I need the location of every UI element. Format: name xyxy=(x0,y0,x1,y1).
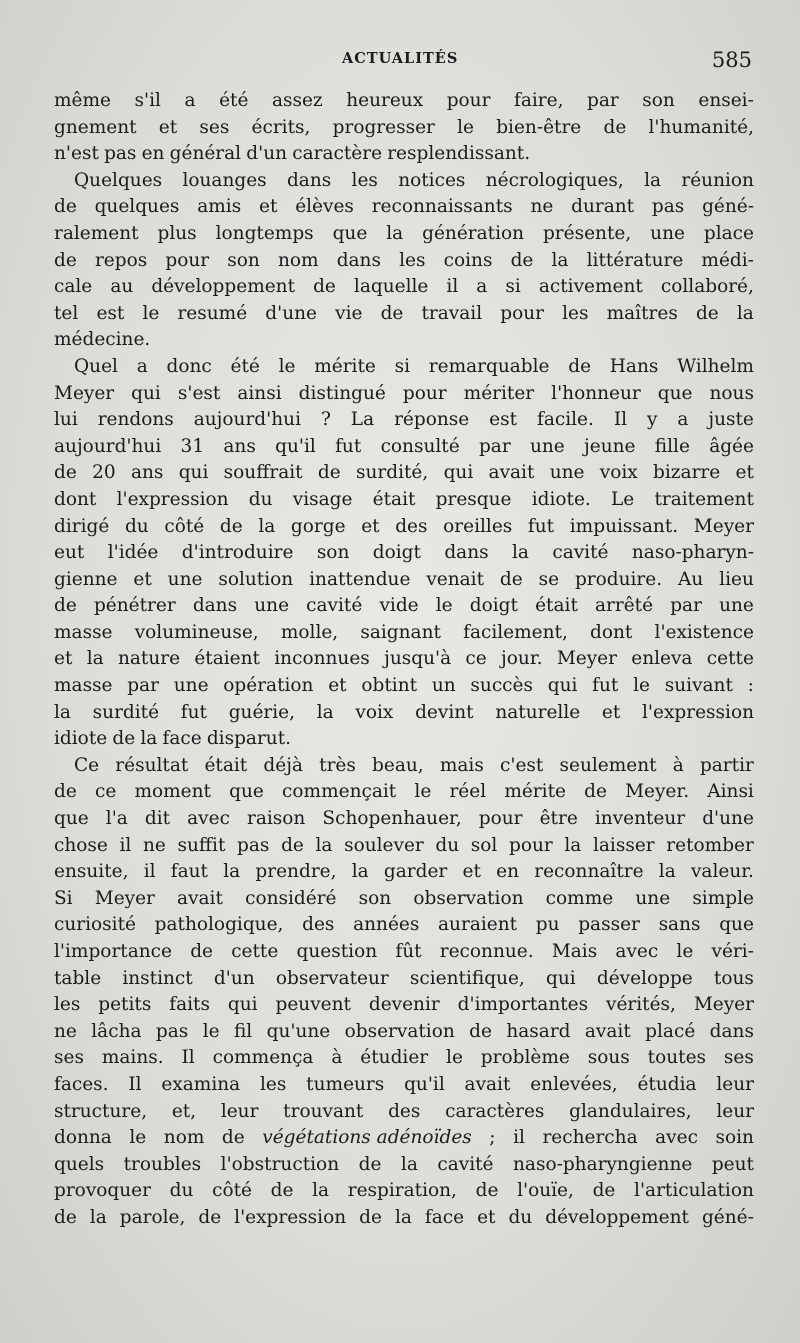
text-line: masse volumineuse, molle, saignant facilement, dont l'existence xyxy=(54,621,754,643)
text-line: table instinct d'un observateur scientifique, qui développe tous xyxy=(54,967,754,989)
text-line: l'importance de cette question fût reconnue. Mais avec le véri- xyxy=(54,941,754,962)
text-line: aujourd'hui 31 ans qu'il fut consulté par une jeune fille âgée xyxy=(54,435,754,457)
text-line: ralement plus longtemps que la génération présente, une place xyxy=(54,222,754,244)
text-line: donna le nom de végétations adénoïdes ; il rechercha avec soin xyxy=(54,1127,754,1149)
text-line: Si Meyer avait considéré son observation comme une simple xyxy=(54,887,754,909)
text-line: les petits faits qui peuvent devenir d'importantes vérités, Meyer xyxy=(54,994,754,1016)
text-line: faces. Il examina les tumeurs qu'il avait enlevées, étudia leur xyxy=(54,1073,754,1095)
text-line: de la parole, de l'expression de la face et du développement géné- xyxy=(54,1206,754,1228)
text-line: gienne et une solution inattendue venait de se produire. Au lieu xyxy=(54,568,754,590)
text-line: de ce moment que commençait le réel mérite de Meyer. Ainsi xyxy=(54,781,754,803)
text-line: n'est pas en général d'un caractère resplendissant. xyxy=(54,143,531,165)
text-line: idiote de la face disparut. xyxy=(54,728,292,750)
text-line: Ce résultat était déjà très beau, mais c'est seulement à partir xyxy=(74,754,754,776)
text-line: et la nature étaient inconnues jusqu'à ce jour. Meyer enleva cette xyxy=(54,648,754,670)
text-line: dirigé du côté de la gorge et des oreilles fut impuissant. Meyer xyxy=(54,515,754,537)
text-line: Quel a donc été le mérite si remarquable de Hans Wilhelm xyxy=(74,355,754,377)
text-line: curiosité pathologique, des années auraient pu passer sans que xyxy=(54,914,754,936)
text-line: médecine. xyxy=(54,329,151,351)
text-line: ne lâcha pas le fil qu'une observation de hasard avait placé dans xyxy=(54,1020,754,1042)
text-line: quels troubles l'obstruction de la cavité naso-pharyngienne peut xyxy=(54,1153,754,1175)
text-line: cale au développement de laquelle il a si activement collaboré, xyxy=(54,276,754,298)
text-line: de quelques amis et élèves reconnaissants ne durant pas géné- xyxy=(54,196,754,218)
running-head: ACTUALITÉS xyxy=(342,50,459,67)
text-line: que l'a dit avec raison Schopenhauer, pour être inventeur d'une xyxy=(54,808,754,830)
text-line: Meyer qui s'est ainsi distingué pour mériter l'honneur que nous xyxy=(54,382,754,404)
text-line: eut l'idée d'introduire son doigt dans la cavité naso-pharyn- xyxy=(54,542,754,564)
text-line: de pénétrer dans une cavité vide le doigt était arrêté par une xyxy=(54,595,754,617)
text-line: de 20 ans qui souffrait de surdité, qui avait une voix bizarre et xyxy=(54,462,754,484)
text-line: de repos pour son nom dans les coins de la littérature médi- xyxy=(54,249,754,271)
text-line: masse par une opération et obtint un succès qui fut le suivant : xyxy=(54,675,754,697)
page-number: 585 xyxy=(711,48,752,72)
text-line: lui rendons aujourd'hui ? La réponse est facile. Il y a juste xyxy=(54,409,754,431)
text-line: dont l'expression du visage était presque idiote. Le traitement xyxy=(54,488,754,510)
body-text xyxy=(54,88,754,1232)
text-line: structure, et, leur trouvant des caractères glandulaires, leur xyxy=(54,1100,754,1122)
text-line: Quelques louanges dans les notices nécrologiques, la réunion xyxy=(74,169,754,191)
text-line: gnement et ses écrits, progresser le bien-être de l'humanité, xyxy=(54,116,754,138)
text-line: ensuite, il faut la prendre, la garder et en reconnaître la valeur. xyxy=(54,861,754,883)
text-line: provoquer du côté de la respiration, de l'ouïe, de l'articulation xyxy=(54,1180,754,1202)
text-line: la surdité fut guérie, la voix devint naturelle et l'expression xyxy=(54,701,754,723)
text-line: tel est le resumé d'une vie de travail pour les maîtres de la xyxy=(54,302,754,324)
text-line: chose il ne suffit pas de la soulever du sol pour la laisser retomber xyxy=(54,834,754,856)
text-line: même s'il a été assez heureux pour faire, par son ensei- xyxy=(54,90,754,111)
text-line: ses mains. Il commença à étudier le problème sous toutes ses xyxy=(54,1047,754,1069)
page-header xyxy=(0,48,800,78)
